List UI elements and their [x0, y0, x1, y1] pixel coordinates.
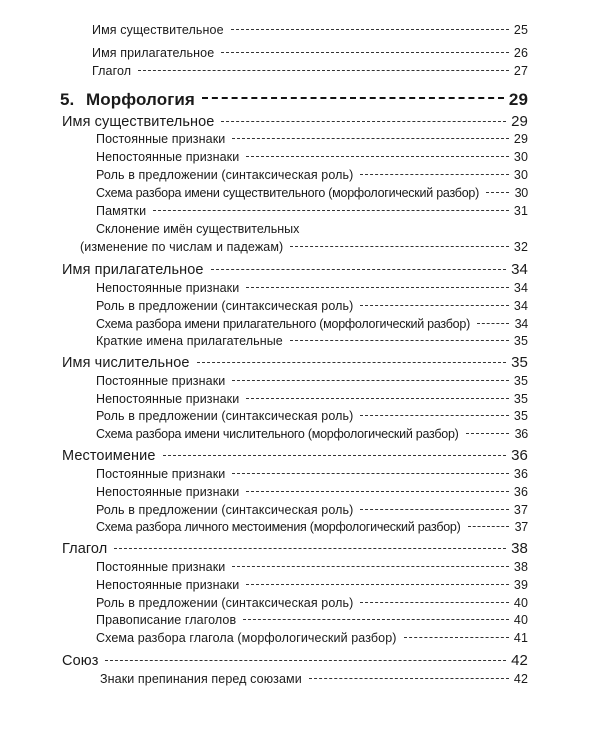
dot-leader: [211, 269, 507, 270]
subsection-page: 31: [513, 204, 528, 218]
subsection-entry[interactable]: [96, 484, 528, 500]
subsection-title: Знаки препинания перед союзами: [100, 672, 302, 686]
section-page: 29: [511, 113, 528, 130]
section-page: 36: [511, 447, 528, 464]
subsection-title: Схема разбора имени прилагательного (морфологический разбор): [96, 317, 470, 331]
section-page: 42: [511, 652, 528, 669]
section-noun[interactable]: [62, 113, 528, 131]
subsection-page: 35: [513, 374, 528, 388]
subsection-title: Схема разбора имени числительного (морфологический разбор): [96, 427, 459, 441]
dot-leader: [232, 138, 509, 139]
section-page: 38: [511, 540, 528, 557]
section-verb[interactable]: [62, 540, 528, 558]
subsection-title: Памятки: [96, 204, 147, 218]
subsection-page: 35: [513, 392, 528, 406]
dot-leader: [232, 566, 509, 567]
subsection-entry[interactable]: [96, 298, 528, 314]
subsection-page: 37: [513, 503, 528, 517]
subsection-title: Роль в предложении (синтаксическая роль): [96, 168, 354, 182]
section-page: 35: [511, 354, 528, 371]
subsection-entry[interactable]: [96, 612, 528, 628]
dot-leader: [360, 602, 509, 603]
chapter-number: 5.: [60, 90, 75, 109]
dot-leader: [466, 433, 509, 434]
subsection-entry[interactable]: [96, 502, 528, 518]
section-title: Имя числительное: [62, 355, 190, 371]
dot-leader: [246, 398, 509, 399]
dot-leader: [246, 584, 509, 585]
dot-leader: [153, 210, 509, 211]
subsection-page: 30: [513, 168, 528, 182]
section-adjective[interactable]: [62, 261, 528, 279]
subsection-title: Роль в предложении (синтаксическая роль): [96, 409, 354, 423]
section-numeral[interactable]: [62, 354, 528, 372]
section-title: Глагол: [62, 541, 108, 557]
chapter-heading[interactable]: [60, 90, 528, 110]
subsection-page: 36: [514, 427, 528, 441]
subsection-page: 30: [513, 150, 528, 164]
subsection-entry[interactable]: [96, 426, 528, 442]
subsection-title: Схема разбора глагола (морфологический разбор): [96, 631, 397, 645]
dot-leader: [290, 246, 509, 247]
subsection-page: 34: [513, 299, 528, 313]
subsection-page: 35: [513, 409, 528, 423]
dot-leader: [468, 526, 509, 527]
subsection-title: Постоянные признаки: [96, 132, 226, 146]
subsection-page: 41: [513, 631, 528, 645]
subsection-title: Краткие имена прилагательные: [96, 334, 283, 348]
toc-entry[interactable]: [92, 22, 528, 38]
dot-leader: [360, 305, 509, 306]
dot-leader: [197, 362, 507, 363]
subsection-entry[interactable]: [96, 316, 528, 332]
subsection-title: Непостоянные признаки: [96, 392, 240, 406]
section-title: Имя существительное: [62, 114, 215, 130]
dot-leader: [290, 340, 509, 341]
dot-leader: [105, 660, 506, 661]
subsection-entry[interactable]: [96, 391, 528, 407]
subsection-page: 34: [513, 281, 528, 295]
toc-entry-title: Глагол: [92, 64, 132, 78]
subsection-page: 38: [513, 560, 528, 574]
subsection-title: Схема разбора личного местоимения (морфологический разбор): [96, 520, 461, 534]
subsection-page: 36: [513, 485, 528, 499]
subsection-page: 39: [513, 578, 528, 592]
dot-leader: [246, 156, 509, 157]
subsection-title-line1[interactable]: Склонение имён существительных: [96, 222, 300, 236]
toc-entry-page: 27: [513, 64, 528, 78]
toc-entry-page: 25: [513, 23, 528, 37]
chapter-title: [60, 90, 199, 110]
dot-leader: [221, 52, 509, 53]
dot-leader: [246, 287, 509, 288]
subsection-title: Непостоянные признаки: [96, 150, 240, 164]
chapter-name: Морфология: [86, 90, 195, 109]
subsection-page: 35: [513, 334, 528, 348]
dot-leader: [231, 29, 509, 30]
subsection-entry[interactable]: [96, 131, 528, 147]
subsection-page: 40: [513, 613, 528, 627]
subsection-entry[interactable]: [96, 149, 528, 165]
section-conjunction[interactable]: [62, 652, 528, 670]
subsection-entry[interactable]: [96, 577, 528, 593]
section-title: Имя прилагательное: [62, 262, 204, 278]
subsection-title: Роль в предложении (синтаксическая роль): [96, 503, 354, 517]
subsection-entry[interactable]: [96, 373, 528, 389]
section-pronoun[interactable]: [62, 447, 528, 465]
subsection-title: Непостоянные признаки: [96, 281, 240, 295]
subsection-entry[interactable]: [96, 167, 528, 183]
subsection-entry[interactable]: [80, 239, 528, 255]
dot-leader: [243, 619, 509, 620]
dot-leader: [221, 121, 506, 122]
toc-entry-title: Имя прилагательное: [92, 46, 215, 60]
subsection-title: Роль в предложении (синтаксическая роль): [96, 596, 354, 610]
dot-leader: [404, 637, 509, 638]
dot-leader: [360, 509, 509, 510]
section-page: 34: [511, 261, 528, 278]
subsection-title: Роль в предложении (синтаксическая роль): [96, 299, 354, 313]
subsection-title: Постоянные признаки: [96, 374, 226, 388]
subsection-entry[interactable]: [96, 280, 528, 296]
subsection-entry[interactable]: [96, 185, 528, 201]
subsection-page: 40: [513, 596, 528, 610]
dot-leader: [163, 455, 507, 456]
subsection-page: 34: [514, 317, 528, 331]
subsection-entry[interactable]: [96, 333, 528, 349]
subsection-entry[interactable]: [96, 595, 528, 611]
subsection-page: 32: [513, 240, 528, 254]
subsection-title: Непостоянные признаки: [96, 485, 240, 499]
subsection-entry[interactable]: [96, 203, 528, 219]
dot-leader: [202, 97, 504, 99]
section-title: Местоимение: [62, 448, 156, 464]
section-title: Союз: [62, 653, 99, 669]
dot-leader: [486, 192, 509, 193]
toc-entry-page: 26: [513, 46, 528, 60]
dot-leader: [477, 323, 509, 324]
dot-leader: [232, 380, 509, 381]
subsection-title: Постоянные признаки: [96, 560, 226, 574]
subsection-entry[interactable]: [96, 559, 528, 575]
dot-leader: [246, 491, 509, 492]
subsection-page: 36: [513, 467, 528, 481]
subsection-title: Непостоянные признаки: [96, 578, 240, 592]
toc-entry[interactable]: [92, 63, 528, 79]
toc-entry-title: Имя существительное: [92, 23, 224, 37]
subsection-page: 42: [513, 672, 528, 686]
subsection-page: 29: [513, 132, 528, 146]
subsection-title: Схема разбора имени существительного (морфологический разбор): [96, 186, 480, 200]
subsection-title: Правописание глаголов: [96, 613, 237, 627]
subsection-entry[interactable]: [96, 408, 528, 424]
subsection-entry[interactable]: [100, 671, 528, 687]
dot-leader: [360, 174, 509, 175]
dot-leader: [138, 70, 509, 71]
subsection-entry[interactable]: [96, 519, 528, 535]
dot-leader: [360, 415, 509, 416]
subsection-entry[interactable]: [96, 630, 528, 646]
subsection-entry[interactable]: [96, 466, 528, 482]
chapter-page: 29: [508, 90, 528, 109]
dot-leader: [114, 548, 506, 549]
dot-leader: [232, 473, 509, 474]
subsection-page: 37: [514, 520, 528, 534]
subsection-title-line2: (изменение по числам и падежам): [80, 240, 284, 254]
dot-leader: [309, 678, 509, 679]
subsection-page: 30: [514, 186, 528, 200]
subsection-title: Постоянные признаки: [96, 467, 226, 481]
toc-entry[interactable]: [92, 45, 528, 61]
